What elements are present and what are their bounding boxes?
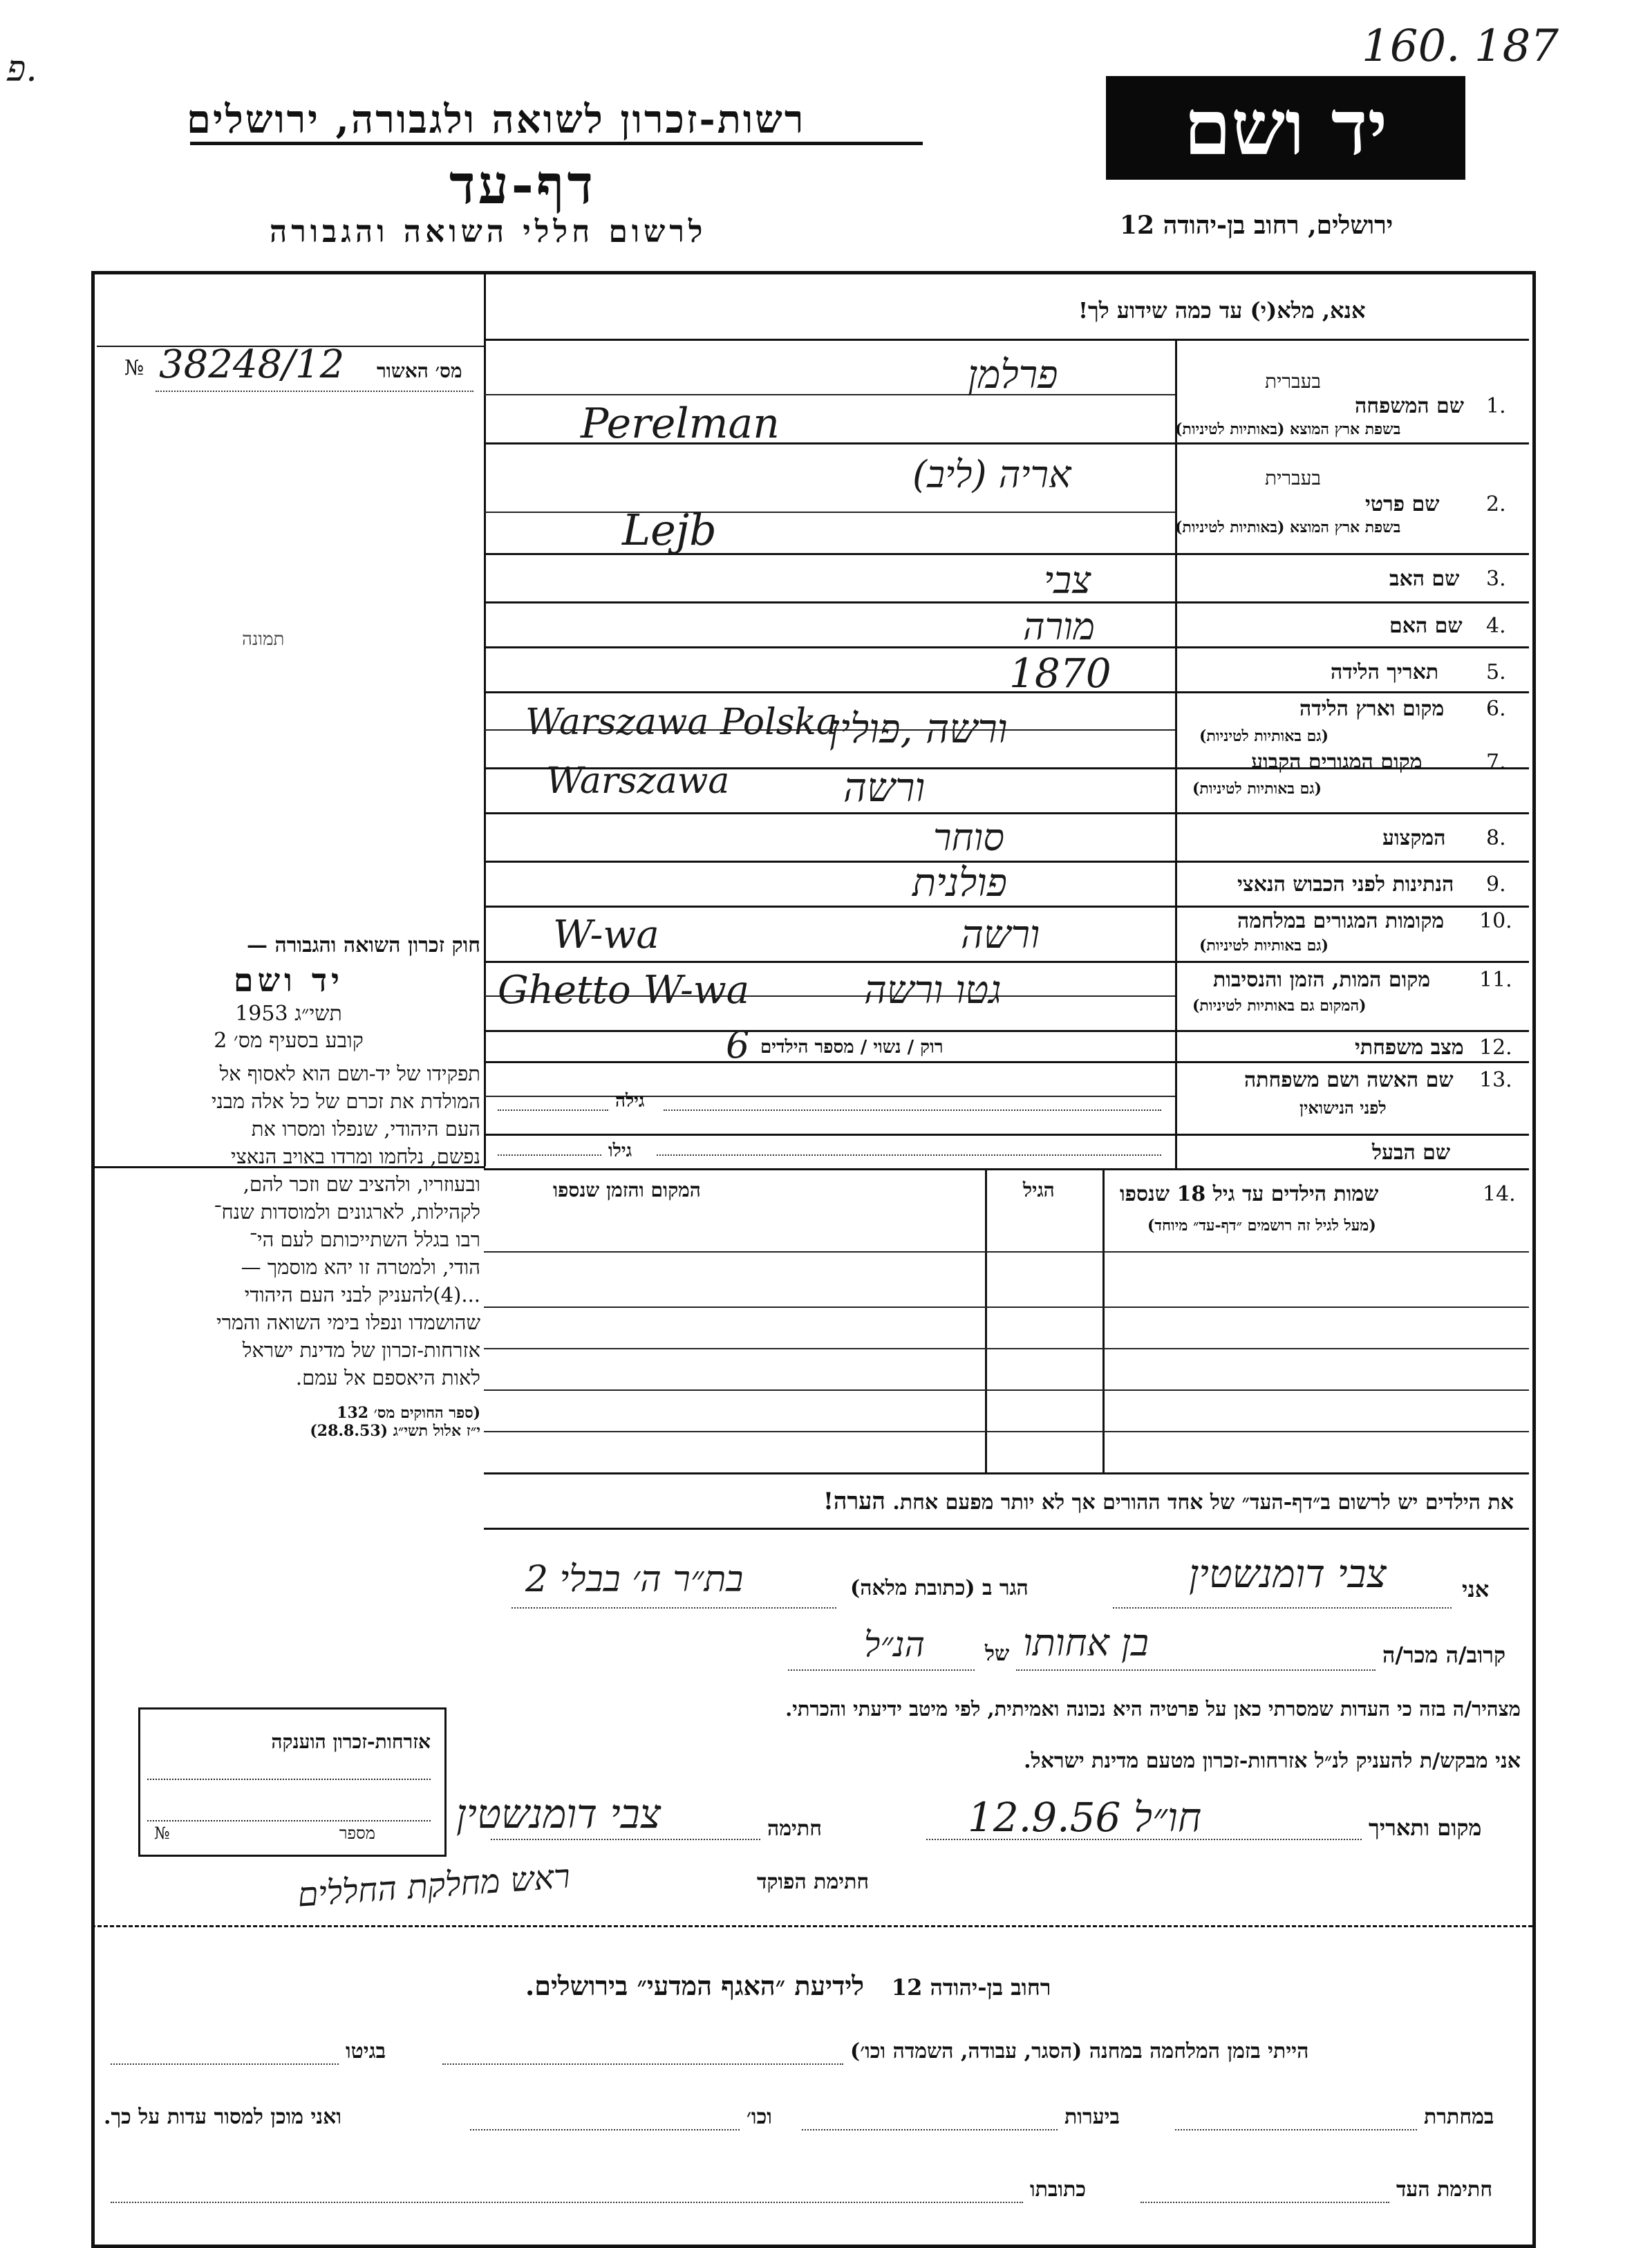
citizenship-no-symbol: № — [154, 1824, 170, 1843]
law-box — [97, 933, 480, 1440]
field-5-value[interactable]: 1870 — [1009, 650, 1111, 697]
of-label: של — [985, 1642, 1010, 1666]
law-line: נפשם, נלחמו ומרדו באויב הנאצי — [230, 1145, 480, 1168]
field-1-num: 1. — [1486, 394, 1506, 418]
field-12-num: 12. — [1479, 1036, 1512, 1060]
field-11-value-hebrew[interactable]: גטו ורשה — [864, 968, 1002, 1013]
field-13-label: שם האשה ושם משפחתה — [1244, 1068, 1454, 1092]
field-11-sub: (המקום גם באותיות לטיניות) — [1192, 997, 1367, 1015]
field-10-value-latin[interactable]: W-wa — [553, 912, 659, 957]
instructions: אנא, מלא(י) עד כמה שידוע לך! — [1078, 297, 1366, 324]
law-line: לאות היאספם אל עמם. — [295, 1366, 480, 1389]
field-9-num: 9. — [1486, 872, 1506, 897]
field-12-options: רוק / נשוי / מספר הילדים — [760, 1037, 944, 1058]
field-1-sub: בשפת ארץ המוצא (באותיות לטיניות) — [1175, 420, 1401, 438]
address: ירושלים, רחוב בן-יהודה 12 — [1120, 211, 1393, 240]
law-source-1: (ספר החוקים מס׳ 132 — [337, 1404, 480, 1422]
note-label: הערה! — [823, 1488, 885, 1515]
field-4-label: שם האם — [1389, 614, 1463, 638]
officer-signature-label: חתימת הפוקד — [757, 1870, 870, 1894]
law-line: רבו בגלל השתייכותם לעם הי־ — [249, 1228, 480, 1251]
declarant-address[interactable]: בת״ר ה׳ בבלי 2 — [525, 1559, 744, 1600]
children-age-header: הגיל — [1023, 1179, 1055, 1201]
info-title-line — [525, 1970, 1051, 2002]
field-1-value-hebrew[interactable]: פרלמן — [968, 353, 1058, 397]
field-13-sub: לפני הנישואין — [1299, 1098, 1387, 1118]
field-4-value[interactable]: מורה — [1023, 605, 1095, 648]
field-1-hebrew-tag: בעברית — [1265, 370, 1322, 393]
declarant-name[interactable]: צבי דומנשטין — [1189, 1552, 1387, 1597]
field-10-num: 10. — [1479, 909, 1512, 933]
field-6-value-hebrew[interactable]: ורשה ,פולין — [829, 705, 1008, 752]
field-2-label: שם פרטי — [1365, 492, 1440, 516]
witness-address-label: כתובתו — [1030, 2177, 1087, 2202]
signature-value[interactable]: צבי דומנשטין — [456, 1790, 661, 1837]
field-10-value-hebrew[interactable]: ורשה — [961, 912, 1040, 957]
field-2-sub: בשפת ארץ המוצא (באותיות לטיניות) — [1175, 518, 1401, 536]
husband-age-label: גילו — [608, 1141, 632, 1161]
husband-label: שם הבעל — [1372, 1141, 1451, 1165]
field-12-children-count[interactable]: 6 — [726, 1023, 750, 1067]
yad-vashem-logo — [1106, 76, 1465, 180]
field-6-label: מקום וארץ הלידה — [1299, 697, 1445, 721]
field-6-value-latin[interactable]: Warszawa Polska — [525, 702, 838, 743]
citizenship-box — [138, 1707, 447, 1857]
law-line: הודי, ולמטרה זו יהא מוסמך — — [241, 1255, 480, 1279]
registration-ticks — [97, 304, 484, 346]
field-9-value[interactable]: פולנית — [912, 861, 1007, 906]
archive-number: 160. 187 — [1362, 21, 1559, 72]
form-title: דף-עד — [449, 153, 596, 216]
info-address: רחוב בן-יהודה 12 — [891, 1974, 1051, 2001]
corner-mark: פ. — [7, 48, 37, 90]
field-2-value-latin[interactable]: Lejb — [622, 505, 717, 555]
place-date-label: מקום ותאריך — [1369, 1815, 1482, 1841]
info-line1-a: הייתי בזמן המלחמה במחנה (הסגר, עבודה, השמדה וכו׳) — [850, 2039, 1309, 2063]
field-12-label: מצב משפחתי — [1355, 1036, 1464, 1060]
field-2-hebrew-tag: בעברית — [1265, 467, 1322, 489]
children-sub: (מעל לגיל זה רושמים ״דף-עד״ מיוחד) — [1147, 1217, 1376, 1235]
relation-value[interactable]: בן אחותו — [1023, 1621, 1149, 1665]
field-7-value-latin[interactable]: Warszawa — [546, 760, 730, 802]
request-text: אני מבקש/ת להעניק לנ״ל אזרחות-זכרון מטעם מדינת ישראל. — [1024, 1749, 1521, 1773]
field-7-sub: (גם באותיות לטיניות) — [1192, 780, 1322, 798]
field-8-num: 8. — [1486, 826, 1506, 850]
law-source-2: י״ז אלול תשי״ג (28.8.53) — [310, 1422, 480, 1440]
field-3-num: 3. — [1486, 567, 1506, 591]
law-name: יד ושם — [233, 962, 344, 999]
citizenship-title: אזרחות-זכרון הוענקה — [271, 1730, 431, 1753]
signature-label: חתימה — [767, 1817, 822, 1841]
declarant-address-label: הגר ב (כתובת מלאה) — [850, 1576, 1029, 1600]
field-8-value[interactable]: סוחר — [933, 816, 1005, 859]
field-7-label: מקום המגורים הקבוע — [1251, 750, 1423, 774]
info-line2-b: ביערות — [1064, 2105, 1120, 2129]
field-1-value-latin[interactable]: Perelman — [581, 400, 780, 448]
field-3-label: שם האב — [1389, 567, 1460, 591]
wife-age-label: גילה — [615, 1091, 645, 1112]
photo-label: תמונה — [242, 629, 285, 650]
field-7-num: 7. — [1486, 750, 1506, 774]
declarant-i-label: אני — [1462, 1576, 1490, 1602]
info-line2-c: וכו׳ — [747, 2105, 772, 2129]
form-subtitle: לרשום חללי השואה והגבורה — [270, 214, 707, 250]
of-value[interactable]: הנ״ל — [864, 1624, 925, 1665]
field-7-value-hebrew[interactable]: ורשה — [843, 764, 926, 811]
field-1-label: שם המשפחה — [1355, 394, 1465, 418]
law-line: העם היהודי, שנפלו ומסרו את — [251, 1117, 480, 1141]
field-2-num: 2. — [1486, 492, 1506, 516]
law-line: שהושמדו ונפלו בימי השואה והמרי — [216, 1311, 480, 1334]
law-line: אזרחות-זכרון של מדינת ישראל — [242, 1338, 480, 1362]
note-text: את הילדים יש לרשום ב״דף-העד״ של אחד ההורים אך לא יותר מפעם אחת. — [892, 1490, 1514, 1515]
field-4-num: 4. — [1486, 614, 1506, 638]
field-9-label: הנתינות לפני הכבוש הנאצי — [1237, 872, 1454, 897]
officer-signature[interactable]: ראש מחלקת החללים — [296, 1857, 572, 1915]
field-10-sub: (גם באותיות לטיניות) — [1199, 937, 1329, 955]
law-line: המולדת את זכרם של כל אלה מבני — [211, 1089, 480, 1113]
field-5-label: תאריך הלידה — [1331, 660, 1439, 684]
relative-label: קרוב/ה מכר/ה — [1382, 1642, 1506, 1668]
field-11-num: 11. — [1479, 968, 1512, 992]
logo-text: יד ושם — [1183, 83, 1388, 172]
field-8-label: המקצוע — [1382, 826, 1446, 850]
field-11-value-latin[interactable]: Ghetto W-wa — [498, 968, 750, 1013]
field-6-num: 6. — [1486, 697, 1506, 721]
registration-number: 38248/12 — [159, 342, 345, 387]
field-5-num: 5. — [1486, 660, 1506, 684]
info-line1-b: בגיטו — [346, 2039, 386, 2063]
info-line2-a: במחתרת — [1424, 2105, 1494, 2129]
law-heading: חוק זכרון השואה והגבורה — — [247, 933, 480, 957]
children-num: 14. — [1483, 1182, 1516, 1206]
law-text — [97, 1060, 480, 1392]
field-11-label: מקום המות, הזמן והנסיבות — [1213, 968, 1431, 992]
witness-signature-label: חתימת העד — [1396, 2177, 1493, 2202]
field-13-num: 13. — [1479, 1068, 1512, 1092]
law-line: תפקידו של יד-ושם הוא לאסוף אל — [219, 1062, 480, 1085]
law-year: תשי״ג 1953 — [235, 1002, 342, 1026]
info-line2-d: ואני מוכן למסור עדות על כך. — [104, 2105, 342, 2129]
field-10-label: מקומות המגורים במלחמה — [1237, 909, 1445, 933]
registration-no-symbol: № — [124, 356, 144, 380]
note-line — [484, 1488, 1514, 1515]
children-label: שמות הילדים עד גיל 18 שנספו — [1120, 1182, 1379, 1206]
field-2-value-hebrew[interactable]: אריה (ליב) — [912, 453, 1071, 496]
place-date-value[interactable]: 12.9.56 חו״ל — [968, 1794, 1202, 1841]
declaration-text: מצהיר/ה בזה כי העדות שמסרתי כאן על פרטיה היא נכונה ואמיתית, לפי מיטב ידיעתי והכרתי. — [785, 1697, 1521, 1721]
registration-label: מס׳ האשור — [377, 359, 462, 382]
info-title: לידיעת ״האגף המדעי״ בירושלים. — [525, 1970, 865, 2001]
law-line: ...(4)להעניק לבני העם היהודי — [244, 1283, 480, 1306]
field-3-value[interactable]: צבי — [1044, 559, 1091, 602]
law-line: לקהילות, לארגונים ולמוסדות שנח־ — [214, 1200, 480, 1224]
citizenship-number-label: מספר — [339, 1824, 375, 1843]
law-clause: קובע בסעיף מס׳ 2 — [214, 1029, 364, 1053]
law-line: ובעוזריו, ולהציב שם וזכר להם, — [243, 1172, 480, 1196]
children-place-header: המקום והזמן שנספו — [553, 1179, 701, 1201]
field-6-sub: (גם באותיות לטיניות) — [1199, 727, 1329, 745]
authority-title: רשות-זכרון לשואה ולגבורה, ירושלים — [187, 97, 806, 142]
